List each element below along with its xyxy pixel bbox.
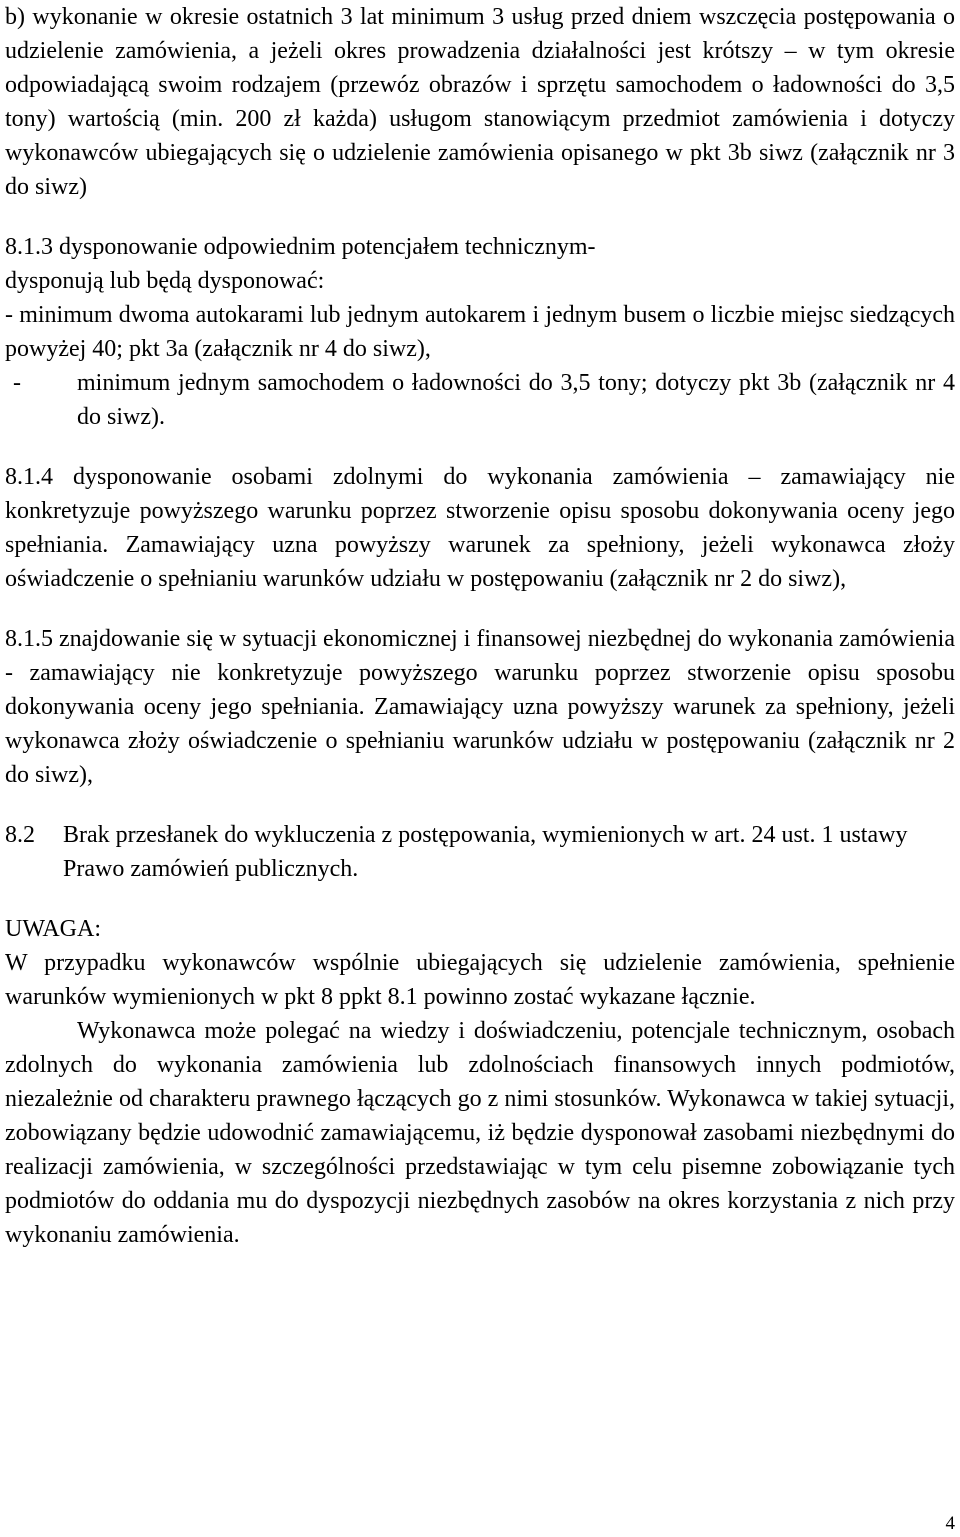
spacer	[5, 886, 955, 912]
page-number: 4	[945, 1513, 955, 1534]
spacer	[5, 596, 955, 622]
spacer	[5, 204, 955, 230]
paragraph-8-1-4: 8.1.4 dysponowanie osobami zdolnymi do wykonania zamówienia – zamawiający nie konkretyzuje powyższego warunku poprzez stworzenie opisu sposobu dokonywania oceny jego spełniania. Zamawiający uzna powyższy warunek za spełniony, jeżeli wykonawca złoży oświadczenie o spełnianiu warunków udziału w postępowaniu (załącznik nr 2 do siwz),	[5, 464, 955, 592]
uwaga-paragraph-1: W przypadku wykonawców wspólnie ubiegających się udzielenie zamówienia, spełnienie warunków wymienionych w pkt 8 ppkt 8.1 powinno zostać wykazane łącznie.	[5, 950, 955, 1010]
paragraph-8-1-3-subheading: dysponują lub będą dysponować:	[5, 268, 325, 294]
document-page	[5, 0, 955, 1252]
spacer	[5, 792, 955, 818]
list-item-buses: - minimum dwoma autokarami lub jednym autokarem i jednym busem o liczbie miejsc siedzących powyżej 40; pkt 3a (załącznik nr 4 do siwz),	[5, 302, 955, 362]
uwaga-label: UWAGA:	[5, 916, 101, 942]
list-item-truck-text: minimum jednym samochodem o ładowności do 3,5 tony; dotyczy pkt 3b (załącznik nr 4 do siwz).	[77, 370, 955, 430]
paragraph-8-1-5: 8.1.5 znajdowanie się w sytuacji ekonomicznej i finansowej niezbędnej do wykonania zamówienia - zamawiający nie konkretyzuje powyższego warunku poprzez stworzenie opisu sposobu dokonywania oceny jego spełniania. Zamawiający uzna powyższy warunek za spełniony, jeżeli wykonawca złoży oświadczenie o spełnianiu warunków udziału w postępowaniu (załącznik nr 2 do siwz),	[5, 626, 955, 788]
uwaga-paragraph-2: Wykonawca może polegać na wiedzy i doświadczeniu, potencjale technicznym, osobach zdolnych do wykonania zamówienia lub zdolnościach finansowych innych podmiotów, niezależnie od charakteru prawnego łączących go z nimi stosunków. Wykonawca w takiej sytuacji, zobowiązany będzie udowodnić zamawiającemu, iż będzie dysponował zasobami niezbędnymi do realizacji zamówienia, w szczególności przedstawiając w tym celu pisemne zobowiązanie tych podmiotów do oddania mu do dyspozycji niezbędnych zasobów na okres korzystania z nich przy wykonaniu zamówienia.	[5, 1018, 955, 1248]
paragraph-8-2	[5, 818, 955, 886]
paragraph-8-2-text: Brak przesłanek do wykluczenia z postępowania, wymienionych w art. 24 ust. 1 ustawy Prawo zamówień publicznych.	[63, 822, 908, 882]
section-number: 8.2	[5, 822, 35, 848]
list-item-truck	[5, 366, 955, 434]
paragraph-b: b) wykonanie w okresie ostatnich 3 lat minimum 3 usług przed dniem wszczęcia postępowania o udzielenie zamówienia, a jeżeli okres prowadzenia działalności jest krótszy – w tym okresie odpowiadającą swoim rodzajem (przewóz obrazów i sprzętu samochodem o ładowności do 3,5 tony) wartością (min. 200 zł każda) usługom stanowiącym przedmiot zamówienia i dotyczy wykonawców ubiegających się o udzielenie zamówienia opisanego w pkt 3b siwz (załącznik nr 3 do siwz)	[5, 4, 955, 200]
list-dash: -	[13, 370, 21, 396]
paragraph-8-1-3-heading: 8.1.3 dysponowanie odpowiednim potencjałem technicznym-	[5, 234, 596, 260]
spacer	[5, 434, 955, 460]
